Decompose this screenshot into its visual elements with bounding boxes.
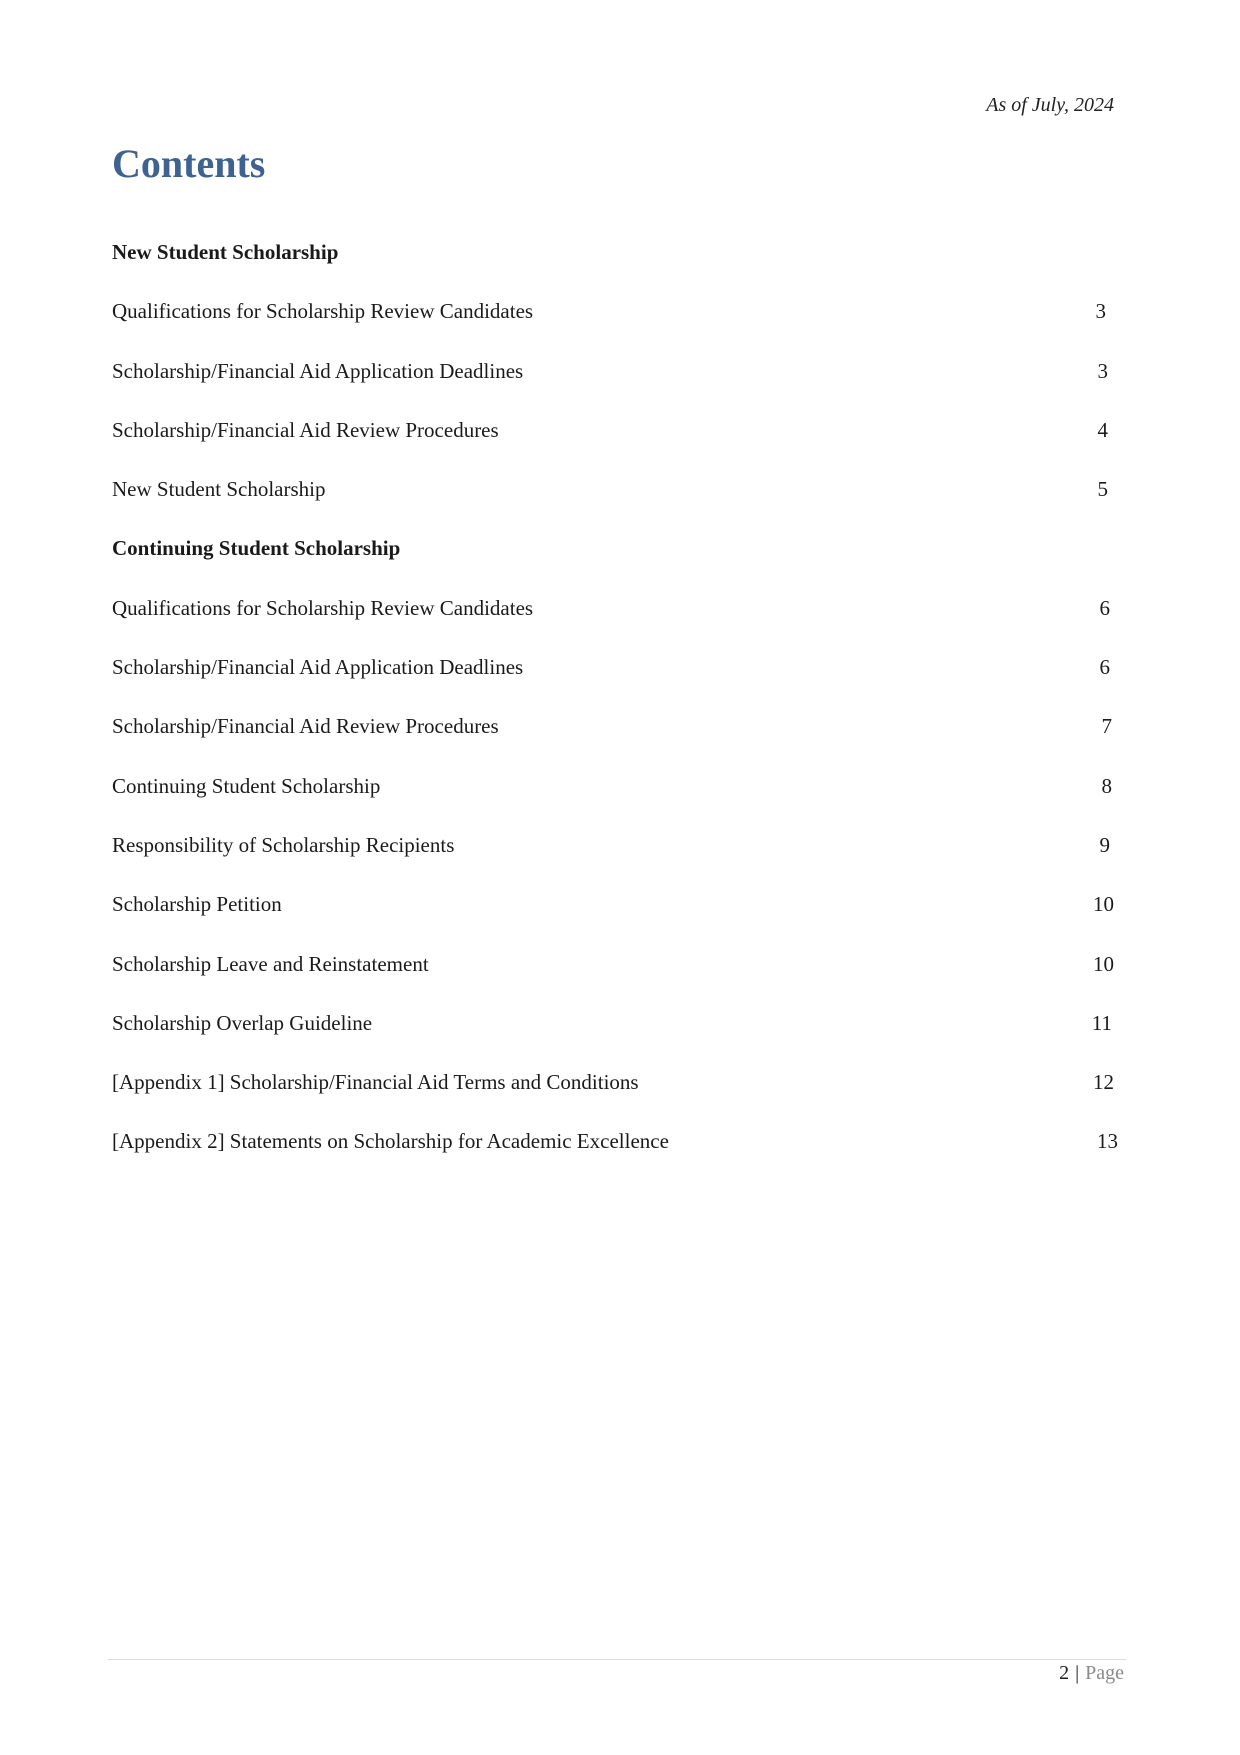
toc-section-heading (112, 240, 1124, 299)
footer-divider (108, 1659, 1126, 1660)
toc-page-number: 4 (1097, 417, 1108, 442)
toc-entry-label: Scholarship/Financial Aid Application Deadlines (112, 655, 524, 680)
toc-entry-label: Responsibility of Scholarship Recipients (112, 832, 455, 857)
toc-entry-label: New Student Scholarship (112, 477, 326, 502)
toc-page-number: 12 (1093, 1070, 1114, 1095)
document-date: As of July, 2024 (986, 94, 1114, 116)
page-footer (1059, 1662, 1124, 1685)
toc-entry-label: [Appendix 1] Scholarship/Financial Aid Terms and Conditions (112, 1070, 639, 1095)
toc-entry[interactable] (112, 299, 1124, 358)
toc-entry[interactable] (112, 714, 1124, 773)
toc-page-number: 6 (1099, 655, 1110, 680)
toc-entry[interactable] (112, 418, 1124, 477)
toc-entry[interactable] (112, 892, 1124, 951)
toc-page-number: 6 (1099, 595, 1110, 620)
toc-page-number: 3 (1095, 299, 1106, 324)
toc-entry-label: Scholarship Overlap Guideline (112, 1010, 373, 1035)
toc-entry[interactable] (112, 655, 1124, 714)
toc-entry[interactable] (112, 359, 1124, 418)
toc-entry[interactable] (112, 596, 1124, 655)
toc-entry-label: Scholarship Leave and Reinstatement (112, 951, 429, 976)
toc-entry[interactable] (112, 952, 1124, 1011)
toc-entry-label: Qualifications for Scholarship Review Candidates (112, 299, 534, 324)
toc-page-number: 7 (1101, 714, 1112, 739)
toc-entry-label: [Appendix 2] Statements on Scholarship for Academic Excellence (112, 1129, 669, 1154)
toc-entry-label: Scholarship Petition (112, 892, 282, 917)
footer-separator: | (1075, 1662, 1080, 1684)
toc-page-number: 10 (1093, 951, 1114, 976)
toc-entry-label: Continuing Student Scholarship (112, 773, 381, 798)
toc-page-number: 5 (1097, 477, 1108, 502)
toc-section-label: Continuing Student Scholarship (112, 536, 401, 561)
toc-entry-label: Scholarship/Financial Aid Review Procedures (112, 714, 499, 739)
toc-section-label: New Student Scholarship (112, 240, 339, 264)
toc-entry[interactable] (112, 1011, 1124, 1070)
toc-entry[interactable] (112, 833, 1124, 892)
toc-page-number: 8 (1101, 773, 1112, 798)
toc-entry-label: Scholarship/Financial Aid Review Procedures (112, 417, 499, 442)
toc-entry-label: Scholarship/Financial Aid Application Deadlines (112, 358, 524, 383)
page-title: Contents (112, 141, 266, 186)
toc-page-number: 10 (1093, 892, 1114, 917)
footer-page-word: Page (1085, 1662, 1124, 1684)
footer-page-number: 2 (1059, 1662, 1070, 1684)
toc-entry[interactable] (112, 477, 1124, 536)
table-of-contents (112, 240, 1124, 1189)
toc-entry[interactable] (112, 1129, 1124, 1188)
toc-entry-label: Qualifications for Scholarship Review Candidates (112, 595, 534, 620)
toc-entry[interactable] (112, 1070, 1124, 1129)
toc-page-number: 3 (1097, 358, 1108, 383)
toc-page-number: 11 (1091, 1010, 1112, 1035)
toc-entry[interactable] (112, 774, 1124, 833)
toc-section-heading (112, 536, 1124, 595)
toc-page-number: 9 (1099, 832, 1110, 857)
toc-page-number: 13 (1097, 1129, 1118, 1154)
